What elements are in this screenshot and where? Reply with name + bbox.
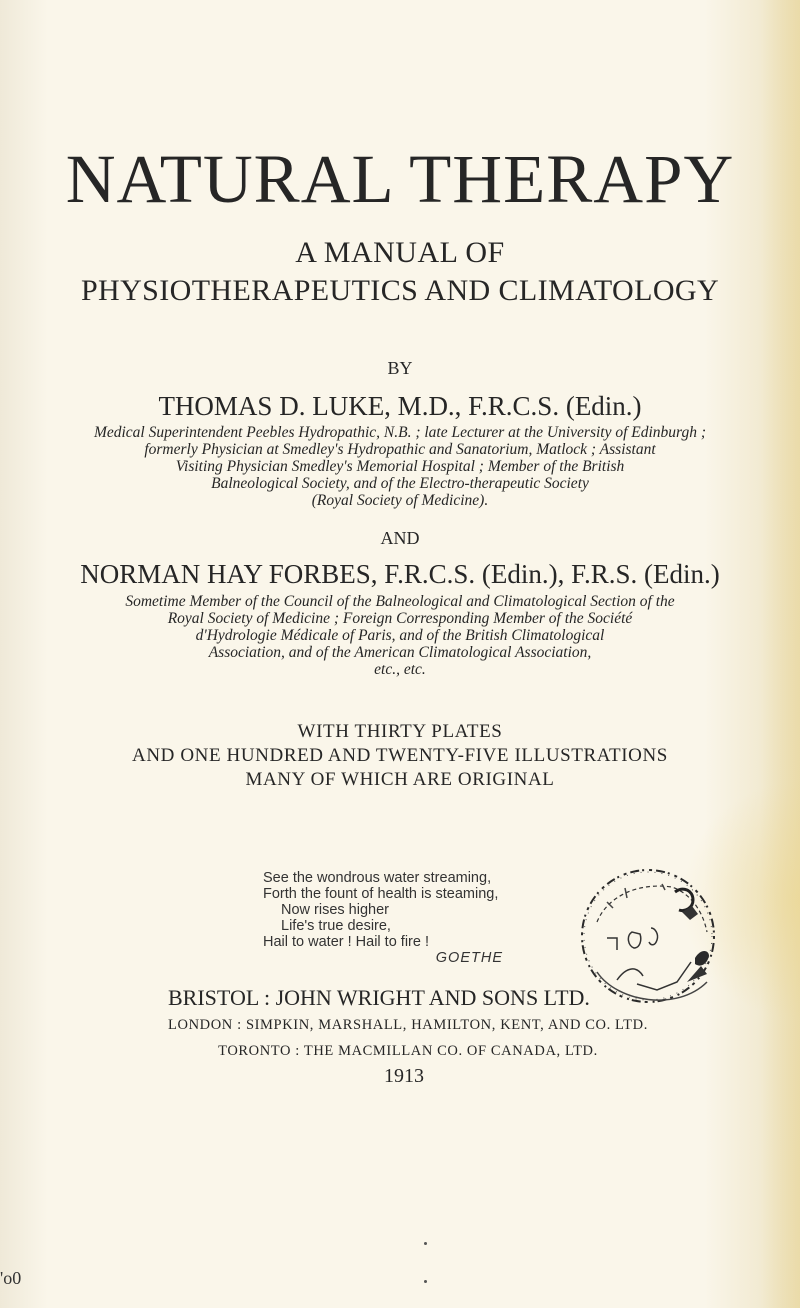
author-1-name: THOMAS D. LUKE, M.D., F.R.C.S. (Edin.) bbox=[158, 391, 642, 421]
credential-line: Visiting Physician Smedley's Memorial Hospital ; Member of the British bbox=[175, 458, 625, 475]
speck bbox=[424, 1242, 427, 1245]
credential-line: (Royal Society of Medicine). bbox=[311, 492, 489, 509]
publisher-line-3: TORONTO : THE MACMILLAN CO. OF CANADA, LTD. bbox=[218, 1043, 598, 1059]
credential-line: Sometime Member of the Council of the Balneological and Climatological Section of the bbox=[125, 593, 675, 610]
credential-line: Balneological Society, and of the Electro-therapeutic Society bbox=[211, 475, 589, 492]
credential-line: Royal Society of Medicine ; Foreign Corresponding Member of the Société bbox=[167, 610, 633, 627]
poem-line: Forth the fount of health is steaming, bbox=[263, 886, 499, 902]
poem-line: See the wondrous water streaming, bbox=[263, 870, 492, 886]
poem-line: Hail to water ! Hail to fire ! bbox=[263, 934, 429, 950]
publisher-line-2: LONDON : SIMPKIN, MARSHALL, HAMILTON, KENT, AND CO. LTD. bbox=[168, 1017, 648, 1033]
credential-line: Association, and of the American Climatological Association, bbox=[208, 644, 592, 661]
credential-line: formerly Physician at Smedley's Hydropathic and Sanatorium, Matlock ; Assistant bbox=[144, 441, 656, 458]
author-1-credentials bbox=[20, 424, 780, 509]
speck bbox=[424, 1280, 427, 1283]
credential-line: etc., etc. bbox=[374, 661, 426, 678]
plates-line-2: AND ONE HUNDRED AND TWENTY-FIVE ILLUSTRATIONS bbox=[132, 745, 668, 766]
credential-line: Medical Superintendent Peebles Hydropathic, N.B. ; late Lecturer at the University of Edinburgh ; bbox=[93, 424, 707, 441]
and-label: AND bbox=[380, 528, 420, 548]
plates-line-3: MANY OF WHICH ARE ORIGINAL bbox=[245, 769, 555, 790]
author-2-name: NORMAN HAY FORBES, F.R.C.S. (Edin.), F.R.S. (Edin.) bbox=[80, 559, 720, 589]
author-2-credentials bbox=[20, 593, 780, 678]
publisher-line-1: BRISTOL : JOHN WRIGHT AND SONS LTD. bbox=[168, 985, 590, 1010]
subtitle-line-2: PHYSIOTHERAPEUTICS AND CLIMATOLOGY bbox=[80, 274, 720, 307]
poem-line: Life's true desire, bbox=[281, 918, 391, 934]
epigraph-poem bbox=[263, 870, 513, 966]
poem-attribution: GOETHE bbox=[435, 950, 503, 966]
subtitle-line-1: A MANUAL OF bbox=[295, 236, 505, 269]
publication-year: 1913 bbox=[384, 1065, 424, 1087]
credential-line: d'Hydrologie Médicale of Paris, and of the British Climatological bbox=[195, 627, 605, 644]
by-label: BY bbox=[387, 358, 413, 378]
book-title: NATURAL THERAPY bbox=[65, 141, 735, 217]
poem-line: Now rises higher bbox=[281, 902, 389, 918]
scan-mark: 'o0 bbox=[0, 1268, 22, 1288]
plates-line-1: WITH THIRTY PLATES bbox=[297, 721, 503, 742]
